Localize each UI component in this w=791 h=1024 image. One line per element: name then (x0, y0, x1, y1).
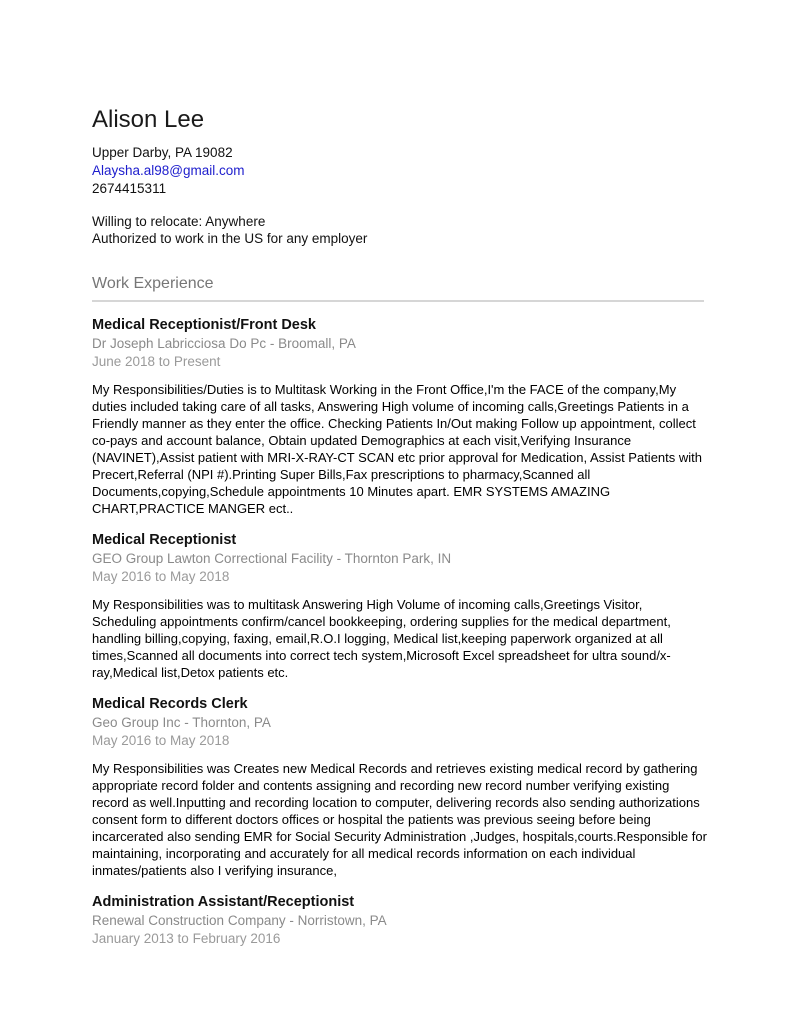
section-title-work-experience: Work Experience (92, 275, 214, 292)
job-company: Renewal Construction Company - Norristown, PA (92, 913, 387, 928)
notes-block (92, 213, 704, 247)
job-dates: June 2018 to Present (92, 354, 221, 369)
candidate-email-link[interactable]: Alaysha.al98@gmail.com (92, 163, 245, 178)
job-description: My Responsibilities was to multitask Answering High Volume of incoming calls,Greetings Visitor, Scheduling appointments confirm/cancel bookkeeping, ordering supplies for the medical department, handling billing,copying, faxing, email,R.O.I logging, Medical list,keeping paperwork organized at all times,Scanned all documents into correct tech system,Microsoft Excel spreadsheet for ultra sound/x-ray,Medical list,Detox patients etc. (92, 597, 671, 680)
candidate-name: Alison Lee (92, 106, 205, 133)
relocation-note: Willing to relocate: Anywhere (92, 214, 266, 229)
job-company: Dr Joseph Labricciosa Do Pc - Broomall, PA (92, 336, 356, 351)
candidate-phone: 2674415311 (92, 181, 167, 196)
job-entry (92, 531, 704, 681)
contact-block (92, 144, 704, 198)
job-entry (92, 893, 704, 948)
job-description: My Responsibilities/Duties is to Multitask Working in the Front Office,I'm the FACE of the company,My duties included taking care of all tasks, Answering High volume of incoming calls,Greetings Patients in a Friendly manner as they enter the office. Checking Patients In/Out making Follow up appointment, collect co-pays and account balance, Obtain updated Demographics at each visit,Verifying Insurance (NAVINET),Assist patient with MRI-X-RAY-CT SCAN etc prior approval for Medication, Assist Patients with Precert,Referral (NPI #).Printing Super Bills,Fax prescriptions to pharmacy,Scanned all Documents,copying,Schedule appointments 10 Minutes apart. EMR SYSTEMS AMAZING CHART,PRACTICE MANGER ect.. (92, 382, 702, 516)
section-divider (92, 300, 704, 302)
job-title: Medical Receptionist/Front Desk (92, 317, 316, 333)
job-entry (92, 695, 707, 879)
job-company: Geo Group Inc - Thornton, PA (92, 715, 271, 730)
job-title: Medical Records Clerk (92, 696, 248, 712)
candidate-location: Upper Darby, PA 19082 (92, 145, 233, 160)
job-entry (92, 316, 704, 517)
job-dates: January 2013 to February 2016 (92, 931, 281, 946)
job-description: My Responsibilities was Creates new Medical Records and retrieves existing medical record by gathering appropriate record folder and contents assigning and recording new record number verifying existing record as well.Inputting and recording location to computer, delivering records also sending authorizations consent form to different doctors offices or hospital the patients was previous seeing before being incarcerated also sending EMR for Social Security Administration ,Judges, hospitals,courts.Responsible for maintaining, incorporating and accurately for all medical records information on each individual inmates/patients also I verifying insurance, (92, 761, 707, 878)
work-authorization-note: Authorized to work in the US for any employer (92, 231, 368, 246)
job-title: Administration Assistant/Receptionist (92, 894, 355, 910)
job-dates: May 2016 to May 2018 (92, 569, 230, 584)
job-dates: May 2016 to May 2018 (92, 733, 230, 748)
job-title: Medical Receptionist (92, 532, 237, 548)
job-company: GEO Group Lawton Correctional Facility - Thornton Park, IN (92, 551, 452, 566)
job-list (92, 316, 707, 948)
